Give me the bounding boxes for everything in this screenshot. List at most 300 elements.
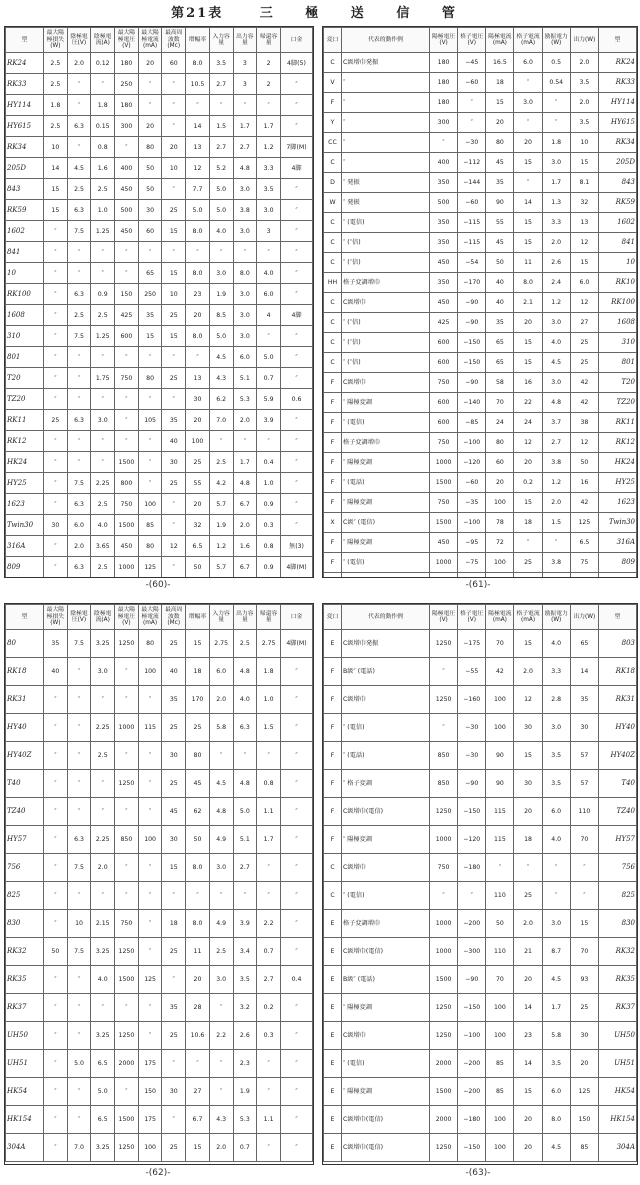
spec-table-62 [5,604,313,1162]
table-cell: ″ [281,1106,313,1134]
table-cell: RK32 [599,938,637,966]
table-cell: 11 [514,253,542,273]
table-cell: 450 [115,179,139,200]
table-cell: ″ (″信) [342,313,430,333]
table-cell: ″ [67,452,91,473]
table-cell: T20 [6,368,44,389]
table-cell: ″ [44,714,68,742]
table-cell: F [324,686,342,714]
table-cell: 2.5 [91,494,115,515]
table-cell: −200 [458,1050,486,1078]
table-row [6,179,313,200]
table-cell: 4脚 [281,158,313,179]
table-cell: HK24 [6,452,44,473]
table-cell: 843 [599,173,637,193]
table-cell: ″ [281,347,313,368]
table-row [324,153,637,173]
table-cell: −115 [458,233,486,253]
table-cell: 8.0 [186,53,210,74]
table-cell: ″ [342,73,430,93]
table-cell: 27 [570,313,598,333]
table-cell: 125 [138,557,162,578]
table-cell: 50 [44,938,68,966]
table-row [324,513,637,533]
column-header: 格子電流(mA) [514,605,542,630]
table-cell: 32 [570,193,598,213]
table-cell: 14 [186,116,210,137]
table-cell: 16 [570,473,598,493]
table-cell: 1250 [430,1134,458,1162]
table-cell: ″ [115,658,139,686]
table-cell: 400 [115,158,139,179]
table-cell: 105 [138,410,162,431]
column-header: 型 [6,28,44,53]
table-cell: 45 [486,233,514,253]
table-cell: ″ [486,854,514,882]
table-cell: 7脚(M) [281,137,313,158]
table-cell: 115 [138,714,162,742]
table-cell: ″ [44,326,68,347]
table-cell: 1.5 [542,513,570,533]
table-cell: 7.7 [186,179,210,200]
table-cell: 3.8 [233,200,257,221]
table-cell: 3.3 [542,213,570,233]
table-cell: 6.5 [91,1050,115,1078]
table-cell: −60 [458,73,486,93]
table-cell: ″ [115,431,139,452]
table-cell: 1500 [430,513,458,533]
table-cell [342,573,430,579]
table-cell: 1608 [6,305,44,326]
table-cell: 2.5 [44,53,68,74]
table-cell: 35 [486,313,514,333]
table-cell: ″ 陽極変調 [342,994,430,1022]
table-cell: E [324,966,342,994]
table-cell: 20 [486,113,514,133]
table-cell: 1000 [430,938,458,966]
table-cell: 5.3 [233,389,257,410]
table-cell: 4.8 [233,473,257,494]
table-cell: ″ 発振 [342,173,430,193]
table-cell: 1602 [599,213,637,233]
table-cell: ″ [115,410,139,431]
table-cell: 20 [514,1134,542,1162]
table-cell: ″ [67,770,91,798]
table-cell: 3.3 [542,658,570,686]
table-cell: ″ [115,854,139,882]
table-row [6,882,313,910]
table-cell: 1.7 [257,116,281,137]
table-cell: 2.5 [91,557,115,578]
table-cell: 115 [486,798,514,826]
table-cell: 100 [486,493,514,513]
table-cell: 750 [430,373,458,393]
table-cell: 30 [162,826,186,854]
operation-table-63 [323,604,637,1162]
table-cell: ″ [138,854,162,882]
table-cell: ″ [342,93,430,113]
table-cell: ″ [209,431,233,452]
table-cell: −150 [458,798,486,826]
table-row [324,433,637,453]
table-cell: HY615 [599,113,637,133]
table-cell: ″ [257,1134,281,1162]
table-cell: 150 [570,1106,598,1134]
table-cell: C級増巾 [342,686,430,714]
table-cell: F [324,658,342,686]
table-cell: −100 [458,513,486,533]
table-cell: 125 [570,513,598,533]
table-cell: 20 [514,133,542,153]
table-cell: 1250 [430,798,458,826]
table-cell: 42 [570,373,598,393]
table-cell: HY57 [6,826,44,854]
table-cell: 2.25 [91,826,115,854]
table-cell: ″ [162,966,186,994]
table-cell: 57 [570,770,598,798]
table-cell: 841 [599,233,637,253]
table-cell: 62 [186,798,210,826]
table-cell: 30 [44,515,68,536]
table-cell: HY615 [6,116,44,137]
table-cell: 45 [486,153,514,173]
table-cell: 300 [430,113,458,133]
table-cell: 6.3 [67,494,91,515]
table-cell: 65 [138,263,162,284]
table-cell: ″ 格子変調 [342,770,430,798]
table-cell: 85 [486,1078,514,1106]
table-cell: 300 [115,116,139,137]
table-cell: ″ [115,1078,139,1106]
table-cell: 1250 [430,994,458,1022]
column-header: 口金 [281,605,313,630]
table-cell: 4脚 [281,305,313,326]
table-cell: 30 [162,452,186,473]
table-cell: ″ (電信) [342,714,430,742]
table-cell: 45 [186,770,210,798]
table-cell [570,573,598,579]
table-cell: 400 [430,153,458,173]
table-cell: 32 [186,515,210,536]
table-cell: E [324,1106,342,1134]
table-cell: 16 [514,373,542,393]
table-cell: 2.5 [91,742,115,770]
table-row [6,452,313,473]
table-cell: 20 [186,966,210,994]
table-cell: 20 [138,53,162,74]
table-cell: ″ [257,431,281,452]
table-cell: 60 [486,453,514,473]
table-cell: ″ [67,389,91,410]
column-header: 型 [599,605,637,630]
table-cell: 2000 [430,1050,458,1078]
table-cell: E [324,938,342,966]
table-cell: 2.6 [233,1022,257,1050]
table-cell: ″ [281,770,313,798]
table-cell: 10.6 [186,1022,210,1050]
table-cell: ″ [281,742,313,770]
column-header: 口金 [281,28,313,53]
table-cell: 1.7 [233,452,257,473]
table-cell: ″ [44,798,68,826]
table-cell: C [324,353,342,373]
table-cell: 5.0 [257,347,281,368]
table-cell: T40 [6,770,44,798]
table-cell: 803 [599,630,637,658]
table-cell: HY40 [599,714,637,742]
table-cell: 100 [486,994,514,1022]
table-cell: 1.7 [542,994,570,1022]
table-cell: 14 [514,193,542,213]
table-cell: 8.0 [186,221,210,242]
table-cell: 60 [138,221,162,242]
table-row [6,578,313,579]
column-header: 出力容量 [233,28,257,53]
table-cell: ″ (電話) [342,473,430,493]
table-cell: 5.7 [209,557,233,578]
table-cell: 2.0 [67,53,91,74]
table-cell: ″ [281,938,313,966]
table-row [324,353,637,373]
table-cell: F [324,798,342,826]
table-cell: ″ [542,533,570,553]
table-cell: 180 [430,73,458,93]
table-cell: ″ [44,1106,68,1134]
column-header: 帰還容量 [257,28,281,53]
table-cell: 18 [514,826,542,854]
table-cell: ″ [91,452,115,473]
table-cell: 25 [162,714,186,742]
table-cell: 2.7 [257,966,281,994]
table-cell: 2.0 [67,536,91,557]
table-cell: 1500 [430,1078,458,1106]
table-cell: 3.0 [542,910,570,938]
table-cell: 2.7 [542,433,570,453]
table-cell: 13 [570,213,598,233]
table-cell: 4.8 [542,393,570,413]
table-row [324,798,637,826]
table-cell: ″ 陽極変調 [342,493,430,513]
table-cell: 58 [486,373,514,393]
table-cell: ″ [91,347,115,368]
table-cell: 3.0 [233,305,257,326]
table-cell: ″ [281,179,313,200]
table-cell: ″ [209,994,233,1022]
table-cell: ″ [67,242,91,263]
table-cell: 2.0 [209,1134,233,1162]
table-cell: 4.9 [209,826,233,854]
table-cell: UH51 [599,1050,637,1078]
table-cell: 3.0 [233,326,257,347]
table-cell: ″ [257,1078,281,1106]
table-cell: 14 [44,158,68,179]
table-cell: ″ [44,368,68,389]
table-cell: C [324,882,342,910]
table-cell: ″ [162,179,186,200]
table-cell: 24 [514,413,542,433]
table-row [324,1022,637,1050]
table-cell: HY40 [6,714,44,742]
table-row [324,1050,637,1078]
table-cell: 1623 [599,493,637,513]
table-cell: 35 [44,630,68,658]
table-cell: 5.0 [91,1078,115,1106]
column-header: 変口 [324,605,342,630]
table-cell: ″ [91,431,115,452]
table-cell: 15 [162,854,186,882]
table-cell: 0.12 [91,53,115,74]
table-cell: 3.7 [542,413,570,433]
table-cell: 10 [162,284,186,305]
table-cell: 500 [430,193,458,213]
table-cell: 3.25 [91,1134,115,1162]
table-cell: ″ [281,452,313,473]
table-row [324,173,637,193]
table-cell: 20 [514,966,542,994]
table-cell: 4.0 [233,686,257,714]
table-cell: 2.0 [514,910,542,938]
table-cell: 1000 [430,553,458,573]
table-cell: 30 [162,742,186,770]
table-cell: 5.9 [257,389,281,410]
table-cell: 23 [514,1022,542,1050]
table-cell: 5.0 [209,179,233,200]
table-cell: ″ [430,714,458,742]
column-header: 代表的動作例 [342,28,430,53]
table-cell: RK100 [6,284,44,305]
table-cell: 2.5 [67,179,91,200]
table-cell: 15 [162,263,186,284]
table-cell: 850 [430,742,458,770]
table-cell: ″ [542,854,570,882]
table-cell: −30 [458,714,486,742]
table-row [324,1134,637,1162]
table-cell: 3.4 [233,938,257,966]
table-cell: 8.0 [514,273,542,293]
table-cell: 850 [115,826,139,854]
table-cell: 4.8 [233,158,257,179]
table-cell: −200 [458,910,486,938]
table-cell: ″ [281,854,313,882]
table-cell: 801 [599,353,637,373]
table-cell: 3.0 [542,714,570,742]
table-cell: 3 [257,221,281,242]
table-cell: −100 [458,433,486,453]
table-cell: 2.5 [91,305,115,326]
table-row [324,1078,637,1106]
table-cell: −90 [458,770,486,798]
table-cell: C級増巾 [342,854,430,882]
table-cell: 2.25 [91,473,115,494]
table-cell: ″ [67,1022,91,1050]
table-cell: ″ [257,882,281,910]
table-cell: HK154 [599,1106,637,1134]
table-name: 三 極 送 信 管 [259,6,469,21]
table-cell: 3 [233,74,257,95]
table-cell: ″ [115,686,139,714]
table-row [6,854,313,882]
table-cell: ″ [138,74,162,95]
page-63-table [322,603,638,1165]
table-row [6,1106,313,1134]
table-cell: ″ [542,882,570,910]
header-row [6,605,313,630]
column-header: 格子電圧(V) [458,605,486,630]
table-cell: 2.0 [91,854,115,882]
table-cell: ″ [91,882,115,910]
table-cell: 4.3 [209,1106,233,1134]
table-cell: 1.6 [233,536,257,557]
table-cell: 0.8 [257,536,281,557]
table-cell: ″ (″信) [342,253,430,273]
table-cell [6,578,44,579]
table-cell: ″ [44,473,68,494]
table-cell: ″ [281,1078,313,1106]
table-cell: 3.5 [570,113,598,133]
table-row [324,73,637,93]
table-cell: 5.3 [233,1106,257,1134]
page-number-60: -(60)- [145,580,171,590]
table-cell: HY25 [599,473,637,493]
table-cell: 0.2 [514,473,542,493]
table-row [6,994,313,1022]
table-cell: 42 [486,658,514,686]
table-cell: 20 [138,116,162,137]
table-cell [186,578,210,579]
table-cell: 3.9 [233,910,257,938]
table-cell [162,578,186,579]
table-cell: 50 [138,158,162,179]
table-cell: RK18 [6,658,44,686]
table-cell: 12 [514,433,542,453]
table-cell: 8.5 [209,305,233,326]
table-row [324,742,637,770]
table-cell: 7.5 [67,326,91,347]
table-cell: −30 [458,133,486,153]
table-cell: 6.0 [514,53,542,73]
table-cell: 11 [186,938,210,966]
table-cell: T20 [599,373,637,393]
column-header: 出力(W) [570,28,598,53]
table-cell: 600 [115,326,139,347]
table-cell: 100 [186,431,210,452]
table-cell: ″ [115,994,139,1022]
table-cell: 8.7 [542,938,570,966]
table-cell: 1250 [115,770,139,798]
table-cell: 3.5 [542,770,570,798]
table-cell: ″ [209,242,233,263]
table-cell: 1608 [599,313,637,333]
table-cell: 5.1 [233,826,257,854]
table-cell [599,573,637,579]
table-cell: −85 [458,413,486,433]
table-cell: F [324,553,342,573]
column-header: 型 [599,28,637,53]
table-cell: 1000 [430,910,458,938]
table-cell: 14 [570,658,598,686]
table-body [324,53,637,579]
table-cell: 350 [430,173,458,193]
table-cell: ″ [115,882,139,910]
table-cell: ″ [44,305,68,326]
table-cell: ″ [281,116,313,137]
table-cell [115,578,139,579]
table-cell: 150 [138,1078,162,1106]
table-cell: 750 [430,493,458,513]
table-cell: 80 [138,536,162,557]
table-cell: 1500 [115,452,139,473]
table-cell: ″ (″信) [342,233,430,253]
